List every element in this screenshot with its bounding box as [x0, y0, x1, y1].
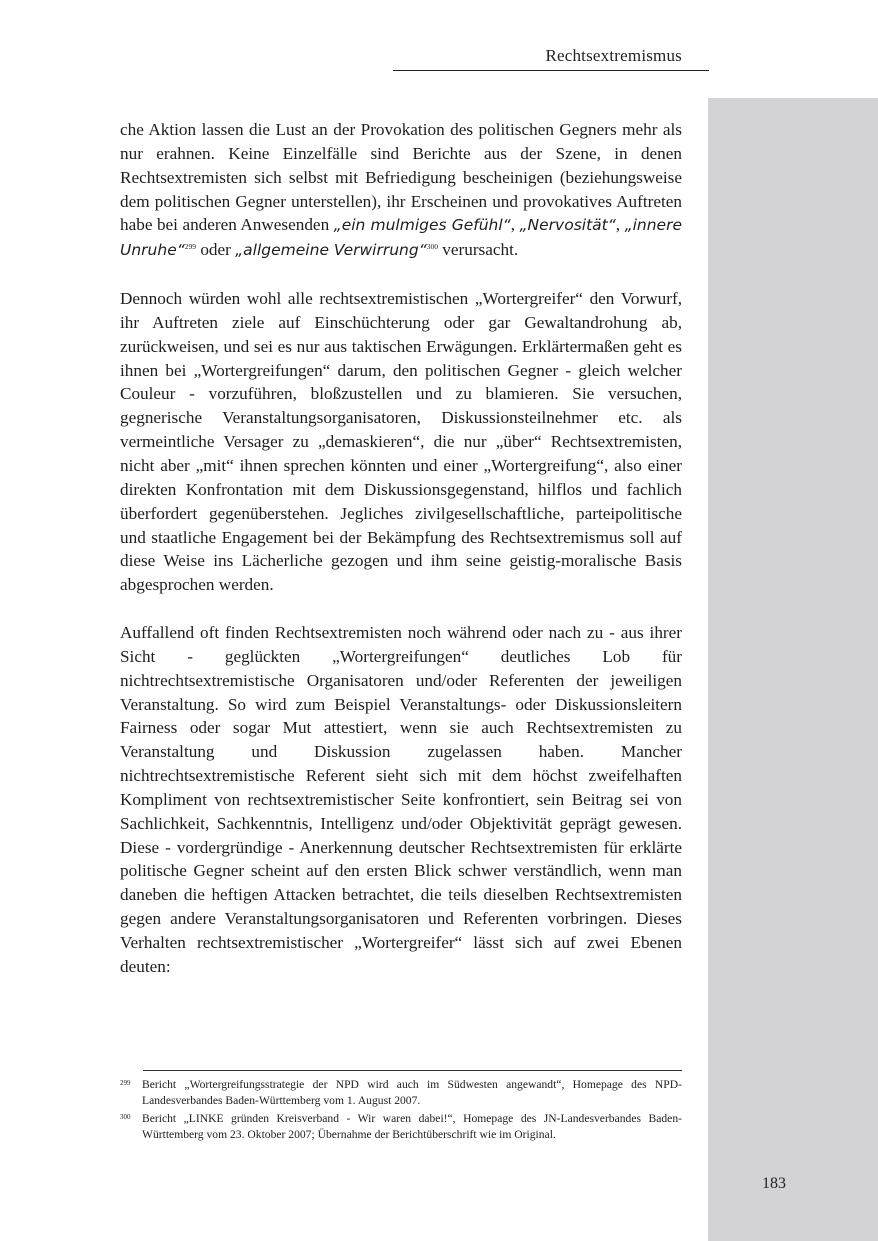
- header-rule: [393, 70, 709, 71]
- separator: ,: [615, 215, 625, 235]
- quote-innere-unruhe: „innere Unruhe“: [120, 216, 682, 260]
- page-number: 183: [762, 1175, 786, 1192]
- paragraph-1-text-b: oder: [196, 240, 236, 260]
- footnote-ref-299[interactable]: 299: [184, 242, 197, 252]
- paragraph-1-text-c: verursacht.: [438, 240, 519, 260]
- margin-band: [708, 98, 878, 1241]
- paragraph-3: Auffallend oft finden Rechtsextremisten noch während oder nach zu - aus ihrer Sicht - geglückten „Wortergreifungen“ deutliches Lob für nichtrechtsextremistische Organisatoren und/oder Referenten der jeweiligen Veranstaltung. So wird zum Beispiel Veranstaltungs- oder Diskussionsleitern Fairness oder sogar Mut attestiert, wenn sie auch Rechtsextremisten zu Veranstaltung und Diskussion zugelassen haben. Mancher nichtrechtsextremistische Referent sieht sich mit dem höchst zweifelhaften Kompliment von rechtsextremistischer Seite konfrontiert, sein Beitrag sei von Sachlichkeit, Sachkenntnis, Intelligenz und/oder Objektivität geprägt gewesen. Diese - vordergründige - Anerkennung deutscher Rechtsextremisten für erklärte politische Gegner scheint auf den ersten Blick schwer verständlich, wenn man daneben die heftigen Attacken betrachtet, die teils dieselben Rechtsextremisten gegen andere Veranstaltungsorganisatoren und Referenten vorbringen. Dieses Verhalten rechtsextremistischer „Wortergreifer“ lässt sich auf zwei Ebenen deuten:: [120, 623, 682, 976]
- paragraph-1: [120, 118, 682, 263]
- footnote-text: Bericht „LINKE gründen Kreisverband - Wir waren dabei!“, Homepage des JN-Landesverbandes Baden-Württemberg vom 23. Oktober 2007; Übernahme der Berichtüberschrift wie im Original.: [142, 1111, 682, 1141]
- footnote-300: [120, 1111, 682, 1144]
- footnote-rule: [143, 1070, 682, 1071]
- footnote-299: [120, 1077, 682, 1110]
- quote-allgemeine-verwirrung: „allgemeine Verwirrung“: [235, 241, 427, 260]
- quote-nervositaet: „Nervosität“: [519, 216, 616, 235]
- paragraph-1-text-a: che Aktion lassen die Lust an der Provokation des politischen Gegners mehr als nur erahnen. Keine Einzelfälle sind Berichte aus der Szene, in denen Rechtsextremisten sich selbst mit Befriedigung bescheinigen (beziehungsweise dem politischen Gegner unterstellen), ihr Erscheinen und provokatives Auftreten habe bei anderen Anwesenden: [120, 120, 682, 235]
- footnote-text: Bericht „Wortergreifungsstrategie der NPD wird auch im Südwesten angewandt“, Homepage des NPD-Landesverbandes Baden-Württemberg vom 1. August 2007.: [142, 1078, 682, 1108]
- footnote-number: 300: [120, 1112, 131, 1121]
- body-text: [120, 118, 682, 1003]
- footnotes: [120, 1077, 682, 1144]
- paragraph-2: Dennoch würden wohl alle rechtsextremistischen „Wortergreifer“ den Vorwurf, ihr Auftreten ziele auf Einschüchterung oder gar Gewaltandrohung ab, zurückweisen, und sei es nur aus taktischen Erwägungen. Erklärtermaßen geht es ihnen bei „Wortergreifungen“ darum, den politischen Gegner - gleich welcher Couleur - vorzuführen, bloßzustellen und zu blamieren. Sie versuchen, gegnerische Veranstaltungsorganisatoren, Diskussionsteilnehmer etc. als vermeintliche Versager zu „demaskieren“, die nur „über“ Rechtsextremisten, nicht aber „mit“ ihnen sprechen könnten und einer „Wortergreifung“, also einer direkten Konfrontation mit dem Diskussionsgegenstand, hilflos und fachlich überfordert gegenüberstehen. Jegliches zivilgesellschaftliche, parteipolitische und staatliche Engagement bei der Bekämpfung des Rechtsextremismus soll auf diese Weise ins Lächerliche gezogen und ihm seine geistig-moralische Basis abgesprochen werden.: [120, 289, 682, 595]
- footnote-ref-300[interactable]: 300: [426, 242, 438, 252]
- running-title: Rechtsextremismus: [545, 46, 682, 65]
- footnote-number: 299: [120, 1079, 131, 1087]
- quote-mulmiges-gefuehl: „ein mulmiges Gefühl“: [333, 216, 511, 235]
- separator: ,: [510, 215, 520, 235]
